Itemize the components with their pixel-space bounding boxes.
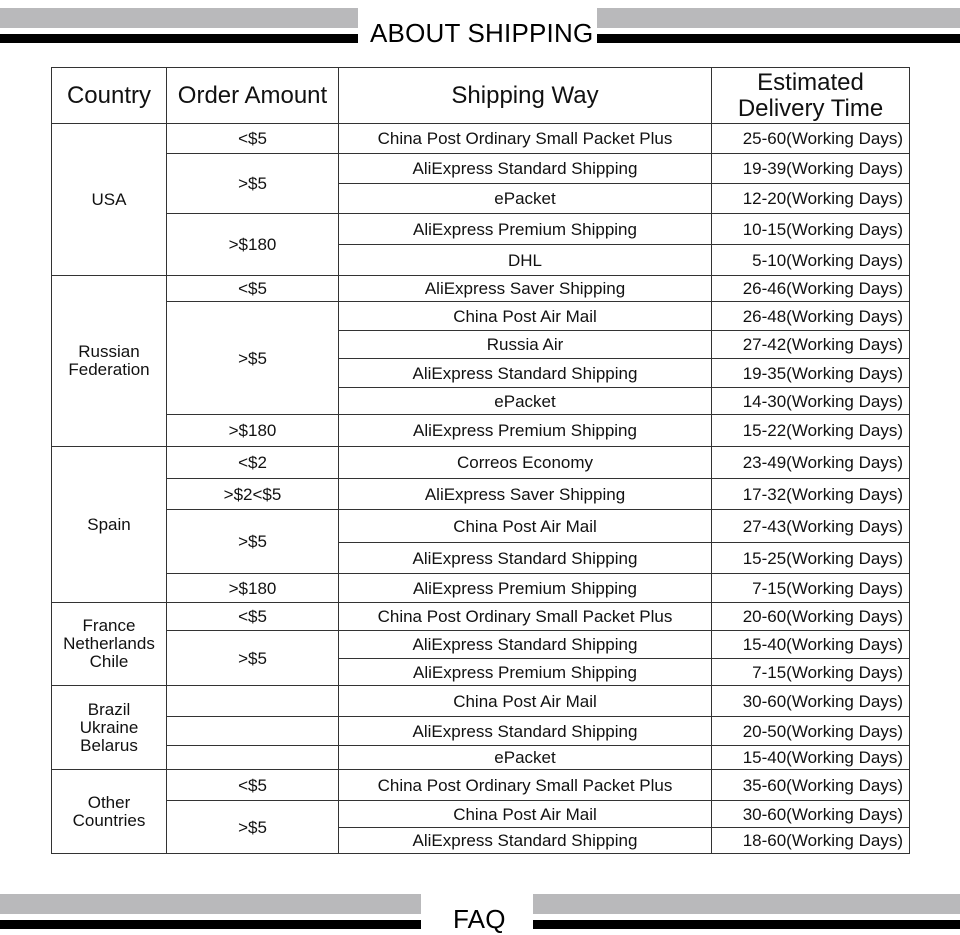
delivery-time-cell: 15-40(Working Days) <box>712 746 910 770</box>
country-line: Ukraine <box>79 717 139 737</box>
header-band-right-gray <box>597 8 960 28</box>
delivery-time-cell: 15-22(Working Days) <box>712 415 910 447</box>
country-line: Chile <box>89 652 129 671</box>
table-row <box>52 415 910 447</box>
country-line: Spain <box>87 514 131 534</box>
shipping-way-cell: AliExpress Premium Shipping <box>339 415 712 447</box>
table-header-row <box>52 68 910 124</box>
order-amount-cell: >$180 <box>167 415 339 447</box>
shipping-way-cell: AliExpress Standard Shipping <box>339 717 712 746</box>
delivery-time-cell: 23-49(Working Days) <box>712 447 910 479</box>
delivery-time-cell: 7-15(Working Days) <box>712 659 910 686</box>
shipping-way-cell: AliExpress Standard Shipping <box>339 359 712 388</box>
table-row <box>52 603 910 631</box>
shipping-way-cell: ePacket <box>339 746 712 770</box>
shipping-way-cell: China Post Air Mail <box>339 686 712 717</box>
shipping-way-cell: Russia Air <box>339 331 712 359</box>
header-band-right-black <box>597 34 960 43</box>
order-amount-cell: <$2 <box>167 447 339 479</box>
delivery-time-cell: 18-60(Working Days) <box>712 828 910 854</box>
shipping-way-cell: AliExpress Standard Shipping <box>339 631 712 659</box>
table-row <box>52 686 910 717</box>
table-row <box>52 154 910 184</box>
delivery-time-cell: 27-43(Working Days) <box>712 510 910 543</box>
order-amount-cell: >$180 <box>167 214 339 276</box>
shipping-way-cell: AliExpress Standard Shipping <box>339 543 712 574</box>
country-line: Countries <box>72 810 146 830</box>
shipping-way-cell: AliExpress Saver Shipping <box>339 276 712 302</box>
page-title: ABOUT SHIPPING <box>370 18 594 48</box>
shipping-way-cell: AliExpress Saver Shipping <box>339 479 712 510</box>
delivery-time-cell: 17-32(Working Days) <box>712 479 910 510</box>
shipping-way-cell: AliExpress Standard Shipping <box>339 828 712 854</box>
order-amount-cell <box>167 686 339 717</box>
table-row <box>52 479 910 510</box>
delivery-time-cell: 30-60(Working Days) <box>712 686 910 717</box>
country-line: Brazil <box>87 699 131 719</box>
column-header-shipping-way: Shipping Way <box>339 68 712 124</box>
header-band-left-gray <box>0 8 358 28</box>
order-amount-cell: <$5 <box>167 276 339 302</box>
country-line: Other <box>87 792 131 812</box>
shipping-way-cell: AliExpress Premium Shipping <box>339 574 712 603</box>
table-row <box>52 801 910 828</box>
order-amount-cell: >$5 <box>167 154 339 214</box>
country-line: USA <box>91 189 127 209</box>
estimated-header-line-1: Estimated <box>757 68 864 96</box>
delivery-time-cell: 5-10(Working Days) <box>712 245 910 276</box>
delivery-time-cell: 19-35(Working Days) <box>712 359 910 388</box>
table-row <box>52 746 910 770</box>
delivery-time-cell: 19-39(Working Days) <box>712 154 910 184</box>
footer-band-left-gray <box>0 894 421 914</box>
table-row <box>52 770 910 801</box>
country-cell <box>52 124 167 276</box>
order-amount-cell: >$5 <box>167 510 339 574</box>
delivery-time-cell: 14-30(Working Days) <box>712 388 910 415</box>
shipping-way-cell: ePacket <box>339 184 712 214</box>
country-cell <box>52 447 167 603</box>
shipping-way-cell: China Post Air Mail <box>339 510 712 543</box>
shipping-way-cell: AliExpress Premium Shipping <box>339 214 712 245</box>
delivery-time-cell: 26-48(Working Days) <box>712 302 910 331</box>
table-row <box>52 447 910 479</box>
country-line: Belarus <box>80 735 138 755</box>
delivery-time-cell: 35-60(Working Days) <box>712 770 910 801</box>
shipping-way-cell: China Post Ordinary Small Packet Plus <box>339 603 712 631</box>
header-band-left-black <box>0 34 358 43</box>
delivery-time-cell: 15-25(Working Days) <box>712 543 910 574</box>
country-line: France <box>82 616 136 635</box>
delivery-time-cell: 26-46(Working Days) <box>712 276 910 302</box>
order-amount-cell: >$180 <box>167 574 339 603</box>
order-amount-cell: >$5 <box>167 801 339 854</box>
delivery-time-cell: 27-42(Working Days) <box>712 331 910 359</box>
order-amount-cell: >$5 <box>167 302 339 415</box>
estimated-header-line-2: Delivery Time <box>737 94 884 122</box>
column-header-estimated-delivery-time <box>712 68 910 124</box>
shipping-way-cell: China Post Air Mail <box>339 302 712 331</box>
country-cell <box>52 276 167 447</box>
country-line: Federation <box>68 360 150 379</box>
order-amount-cell: <$5 <box>167 603 339 631</box>
shipping-way-cell: China Post Ordinary Small Packet Plus <box>339 770 712 801</box>
order-amount-cell: >$2<$5 <box>167 479 339 510</box>
shipping-way-cell: China Post Air Mail <box>339 801 712 828</box>
country-cell <box>52 686 167 770</box>
delivery-time-cell: 20-50(Working Days) <box>712 717 910 746</box>
country-line: Russian <box>78 342 140 361</box>
order-amount-cell <box>167 717 339 746</box>
country-cell <box>52 603 167 686</box>
order-amount-cell: <$5 <box>167 124 339 154</box>
order-amount-cell <box>167 746 339 770</box>
table-row <box>52 631 910 659</box>
order-amount-cell: >$5 <box>167 631 339 686</box>
shipping-way-cell: Correos Economy <box>339 447 712 479</box>
shipping-table <box>51 67 910 854</box>
shipping-way-cell: AliExpress Premium Shipping <box>339 659 712 686</box>
delivery-time-cell: 25-60(Working Days) <box>712 124 910 154</box>
delivery-time-cell: 12-20(Working Days) <box>712 184 910 214</box>
delivery-time-cell: 30-60(Working Days) <box>712 801 910 828</box>
footer-band-right-black <box>533 920 960 929</box>
shipping-way-cell: DHL <box>339 245 712 276</box>
delivery-time-cell: 10-15(Working Days) <box>712 214 910 245</box>
column-header-country: Country <box>52 68 167 124</box>
table-row <box>52 302 910 331</box>
table-row <box>52 276 910 302</box>
order-amount-cell: <$5 <box>167 770 339 801</box>
table-row <box>52 124 910 154</box>
footer-band-left-black <box>0 920 421 929</box>
table-row <box>52 214 910 245</box>
footer-band-right-gray <box>533 894 960 914</box>
delivery-time-cell: 7-15(Working Days) <box>712 574 910 603</box>
faq-title: FAQ <box>453 904 506 934</box>
delivery-time-cell: 20-60(Working Days) <box>712 603 910 631</box>
country-line: Netherlands <box>63 634 155 653</box>
country-cell <box>52 770 167 854</box>
delivery-time-cell: 15-40(Working Days) <box>712 631 910 659</box>
shipping-way-cell: China Post Ordinary Small Packet Plus <box>339 124 712 154</box>
column-header-order-amount: Order Amount <box>167 68 339 124</box>
table-row <box>52 717 910 746</box>
shipping-way-cell: AliExpress Standard Shipping <box>339 154 712 184</box>
table-row <box>52 574 910 603</box>
table-row <box>52 510 910 543</box>
shipping-way-cell: ePacket <box>339 388 712 415</box>
